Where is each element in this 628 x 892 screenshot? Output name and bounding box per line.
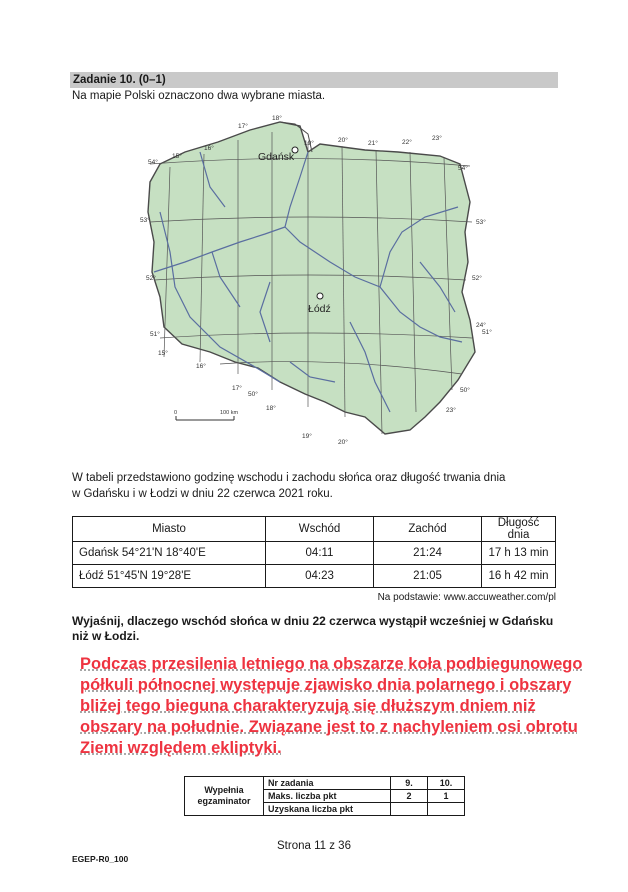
lon-label: 15° — [172, 153, 182, 160]
lat-label: 52° — [472, 275, 482, 282]
lat-label: 53° — [140, 217, 150, 224]
table-cell: Gdańsk 54°21'N 18°40'E — [73, 542, 266, 565]
table-cell: 16 h 42 min — [482, 565, 556, 588]
score-row-label: Uzyskana liczba pkt — [264, 803, 391, 816]
svg-text:0: 0 — [174, 410, 178, 416]
lat-label: 52° — [146, 275, 156, 282]
lat-label: 50° — [248, 391, 258, 398]
handwritten-answer: Podczas przesilenia letniego na obszarze koła podbiegunowego półkuli północnej występuje zjawisko dnia polarnego i obszary bliżej tego bieguna charakteryzują się dłuższym dniem niż obszary na południe. Związane jest to z nachyleniem osi obrotu Ziemi względem ekliptyki. — [80, 655, 583, 757]
lat-label: 54° — [148, 159, 158, 166]
column-header: Zachód — [374, 517, 482, 542]
max-points-cell: 1 — [428, 790, 465, 803]
lon-label: 16° — [204, 145, 214, 152]
city-lodz-label: Łódź — [308, 303, 331, 315]
table-cell: Łódź 51°45'N 19°28'E — [73, 565, 266, 588]
lon-label: 21° — [368, 140, 378, 147]
lon-label: 23° — [432, 135, 442, 142]
table-row — [73, 542, 556, 565]
obtained-points-cell[interactable] — [428, 803, 465, 816]
lon-label: 19° — [304, 140, 314, 147]
city-gdansk-label: Gdańsk — [258, 151, 295, 163]
column-header: Miasto — [73, 517, 266, 542]
task-intro: Na mapie Polski oznaczono dwa wybrane miasta. — [72, 90, 326, 102]
lon-label: 23° — [446, 407, 456, 414]
score-filler-label: Wypełnia egzaminator — [185, 777, 264, 816]
lon-label: 17° — [232, 385, 242, 392]
lon-label: 16° — [196, 363, 206, 370]
scale-bar — [174, 410, 238, 420]
table-row — [73, 565, 556, 588]
table-cell: 17 h 13 min — [482, 542, 556, 565]
column-header: Wschód — [266, 517, 374, 542]
source-note: Na podstawie: www.accuweather.com/pl — [377, 592, 556, 603]
table-cell: 21:05 — [374, 565, 482, 588]
lat-label: 50° — [460, 387, 470, 394]
task-number-cell: 9. — [391, 777, 428, 790]
lon-label: 18° — [272, 115, 282, 122]
table-cell: 21:24 — [374, 542, 482, 565]
task-number-cell: 10. — [428, 777, 465, 790]
score-row-label: Maks. liczba pkt — [264, 790, 391, 803]
table-cell: 04:11 — [266, 542, 374, 565]
max-points-cell: 2 — [391, 790, 428, 803]
table-intro-line2: w Gdańsku i w Łodzi w dniu 22 czerwca 2021 roku. — [72, 488, 333, 500]
svg-text:100 km: 100 km — [220, 410, 239, 416]
table-header-row — [73, 517, 556, 542]
table-intro-line1: W tabeli przedstawiono godzinę wschodu i zachodu słońca oraz długość trwania dnia — [72, 472, 506, 484]
sunrise-table — [72, 516, 556, 588]
lon-label: 15° — [158, 350, 168, 357]
task-header: Zadanie 10. (0–1) — [70, 72, 558, 88]
lon-label: 19° — [302, 433, 312, 440]
lon-label: 18° — [266, 405, 276, 412]
lon-label: 22° — [402, 139, 412, 146]
poland-map — [140, 112, 500, 457]
lon-label: 17° — [238, 123, 248, 130]
page-number: Strona 11 z 36 — [277, 840, 351, 852]
lat-label: 53° — [476, 219, 486, 226]
lon-label: 20° — [338, 137, 348, 144]
score-row-label: Nr zadania — [264, 777, 391, 790]
lat-label: 54° — [458, 165, 468, 172]
question-text: Wyjaśnij, dlaczego wschód słońca w dniu 22 czerwca wystąpił wcześniej w Gdańsku niż w Łodzi. — [72, 614, 554, 643]
obtained-points-cell[interactable] — [391, 803, 428, 816]
lat-label: 51° — [482, 329, 492, 336]
exam-code: EGEP-R0_100 — [72, 854, 129, 864]
score-table — [184, 776, 465, 816]
column-header: Długość dnia — [482, 517, 556, 542]
lon-label: 20° — [338, 439, 348, 446]
lat-label: 51° — [150, 331, 160, 338]
table-cell: 04:23 — [266, 565, 374, 588]
lon-label: 24° — [476, 322, 486, 329]
